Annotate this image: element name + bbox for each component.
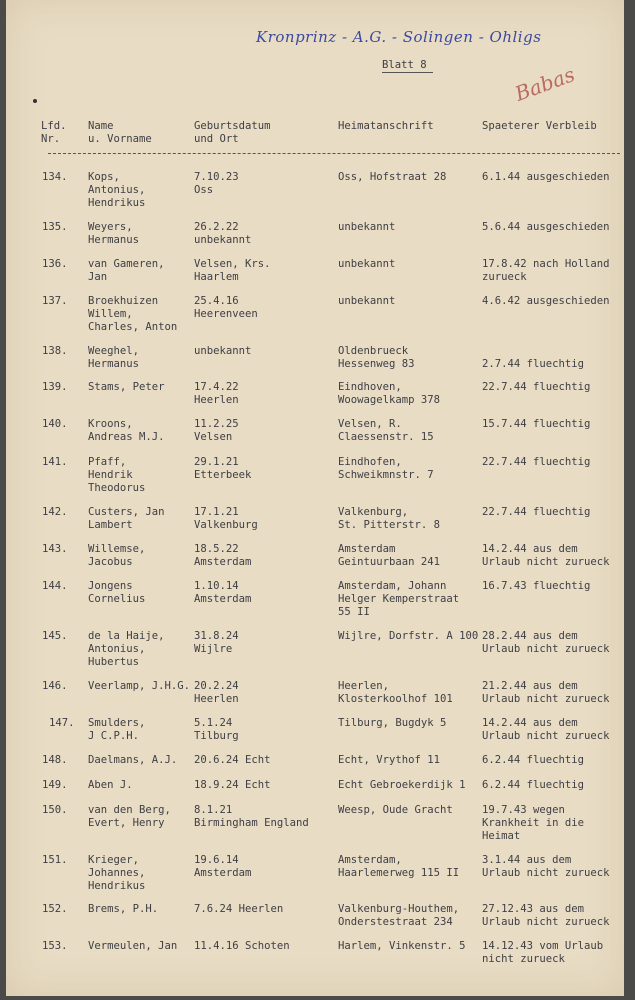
cell-birth: 18.5.22 Amsterdam <box>194 543 252 568</box>
cell-address: Wijlre, Dorfstr. A 100 <box>338 630 479 642</box>
cell-fate: 5.6.44 ausgeschieden <box>482 221 610 233</box>
cell-address: Valkenburg, St. Pitterstr. 8 <box>338 506 441 531</box>
cell-fate: 3.1.44 aus dem Urlaub nicht zurueck <box>482 854 610 879</box>
cell-fate: 14.2.44 aus dem Urlaub nicht zurueck <box>482 717 610 742</box>
cell-nr: 152. <box>42 903 68 915</box>
cell-address: Eindhofen, Schweikmnstr. 7 <box>338 456 434 481</box>
cell-address: Heerlen, Klosterkoolhof 101 <box>338 680 453 705</box>
pencil-note: Babas <box>511 62 578 106</box>
cell-name: Willemse, Jacobus <box>88 543 146 568</box>
cell-name: Veerlamp, J.H.G. <box>88 680 191 692</box>
cell-birth: 7.6.24 Heerlen <box>194 903 284 915</box>
cell-birth: 20.6.24 Echt <box>194 754 271 766</box>
cell-name: Krieger, Johannes, Hendrikus <box>88 854 146 892</box>
cell-address: unbekannt <box>338 221 396 233</box>
document-page <box>6 0 624 996</box>
cell-nr: 142. <box>42 506 68 518</box>
cell-address: Amsterdam, Johann Helger Kemperstraat 55 II <box>338 580 460 618</box>
cell-address: Velsen, R. Claessenstr. 15 <box>338 418 434 443</box>
cell-birth: 17.1.21 Valkenburg <box>194 506 258 531</box>
cell-address: unbekannt <box>338 258 396 270</box>
cell-fate: 16.7.43 fluechtig <box>482 580 591 592</box>
cell-nr: 137. <box>42 295 68 307</box>
cell-fate: 14.12.43 vom Urlaub nicht zurueck <box>482 940 604 965</box>
cell-address: Weesp, Oude Gracht <box>338 804 453 816</box>
cell-name: Daelmans, A.J. <box>88 754 178 766</box>
cell-birth: 31.8.24 Wijlre <box>194 630 239 655</box>
cell-birth: 29.1.21 Etterbeek <box>194 456 252 481</box>
cell-name: Brems, P.H. <box>88 903 159 915</box>
cell-nr: 148. <box>42 754 68 766</box>
cell-birth: 20.2.24 Heerlen <box>194 680 239 705</box>
cell-nr: 136. <box>42 258 68 270</box>
cell-name: Smulders, J C.P.H. <box>88 717 146 742</box>
cell-birth: 1.10.14 Amsterdam <box>194 580 252 605</box>
cell-name: Aben J. <box>88 779 133 791</box>
cell-fate: 19.7.43 wegen Krankheit in die Heimat <box>482 804 585 842</box>
cell-fate: 15.7.44 fluechtig <box>482 418 591 430</box>
cell-name: Kroons, Andreas M.J. <box>88 418 165 443</box>
cell-fate: 21.2.44 aus dem Urlaub nicht zurueck <box>482 680 610 705</box>
cell-birth: Velsen, Krs. Haarlem <box>194 258 271 283</box>
cell-birth: 5.1.24 Tilburg <box>194 717 239 742</box>
cell-name: Broekhuizen Willem, Charles, Anton <box>88 295 178 333</box>
cell-name: Pfaff, Hendrik Theodorus <box>88 456 146 494</box>
cell-name: van Gameren, Jan <box>88 258 165 283</box>
cell-address: Oss, Hofstraat 28 <box>338 171 447 183</box>
cell-fate: 28.2.44 aus dem Urlaub nicht zurueck <box>482 630 610 655</box>
cell-birth: 7.10.23 Oss <box>194 171 239 196</box>
cell-fate: 14.2.44 aus dem Urlaub nicht zurueck <box>482 543 610 568</box>
cell-nr: 146. <box>42 680 68 692</box>
cell-nr: 153. <box>42 940 68 952</box>
cell-fate: 6.2.44 fluechtig <box>482 779 585 791</box>
cell-fate: 6.2.44 fluechtig <box>482 754 585 766</box>
cell-address: Eindhoven, Woowagelkamp 378 <box>338 381 441 406</box>
cell-fate: 6.1.44 ausgeschieden <box>482 171 610 183</box>
cell-address: Amsterdam, Haarlemerweg 115 II <box>338 854 460 879</box>
cell-address: Echt, Vrythof 11 <box>338 754 441 766</box>
cell-address: Amsterdam Geintuurbaan 241 <box>338 543 441 568</box>
cell-fate: 22.7.44 fluechtig <box>482 381 591 393</box>
cell-birth: 26.2.22 unbekannt <box>194 221 252 246</box>
col-header-name: Name u. Vorname <box>88 120 152 145</box>
header-rule <box>48 153 620 154</box>
col-header-nr: Lfd. Nr. <box>41 120 67 145</box>
cell-address: Tilburg, Bugdyk 5 <box>338 717 447 729</box>
col-header-birth: Geburtsdatum und Ort <box>194 120 271 145</box>
cell-nr: 135. <box>42 221 68 233</box>
cell-nr: 143. <box>42 543 68 555</box>
sheet-number: Blatt 8 <box>382 59 427 71</box>
cell-nr: 151. <box>42 854 68 866</box>
cell-address: Harlem, Vinkenstr. 5 <box>338 940 466 952</box>
cell-birth: 18.9.24 Echt <box>194 779 271 791</box>
cell-name: de la Haije, Antonius, Hubertus <box>88 630 165 668</box>
cell-name: van den Berg, Evert, Henry <box>88 804 171 829</box>
cell-birth: 11.4.16 Schoten <box>194 940 290 952</box>
cell-name: Jongens Cornelius <box>88 580 146 605</box>
cell-fate: 22.7.44 fluechtig <box>482 456 591 468</box>
cell-nr: 141. <box>42 456 68 468</box>
cell-fate: 4.6.42 ausgeschieden <box>482 295 610 307</box>
cell-fate: 27.12.43 aus dem Urlaub nicht zurueck <box>482 903 610 928</box>
col-header-fate: Spaeterer Verbleib <box>482 120 597 132</box>
cell-birth: 17.4.22 Heerlen <box>194 381 239 406</box>
cell-nr: 145. <box>42 630 68 642</box>
cell-fate: 22.7.44 fluechtig <box>482 506 591 518</box>
cell-fate: 2.7.44 fluechtig <box>482 358 585 370</box>
cell-nr: 150. <box>42 804 68 816</box>
cell-nr: 144. <box>42 580 68 592</box>
handwritten-header: Kronprinz - A.G. - Solingen - Ohligs <box>256 28 542 46</box>
cell-fate: 17.8.42 nach Holland zurueck <box>482 258 610 283</box>
cell-name: Kops, Antonius, Hendrikus <box>88 171 146 209</box>
cell-name: Weeghel, Hermanus <box>88 345 140 370</box>
cell-address: Echt Gebroekerdijk 1 <box>338 779 466 791</box>
cell-birth: 25.4.16 Heerenveen <box>194 295 258 320</box>
cell-name: Stams, Peter <box>88 381 165 393</box>
cell-name: Vermeulen, Jan <box>88 940 178 952</box>
cell-name: Weyers, Hermanus <box>88 221 140 246</box>
punch-dot <box>33 99 37 103</box>
col-header-address: Heimatanschrift <box>338 120 434 132</box>
cell-birth: 11.2.25 Velsen <box>194 418 239 443</box>
cell-address: unbekannt <box>338 295 396 307</box>
cell-address: Valkenburg-Houthem, Onderstestraat 234 <box>338 903 460 928</box>
cell-nr: 139. <box>42 381 68 393</box>
cell-nr: 134. <box>42 171 68 183</box>
cell-birth: unbekannt <box>194 345 252 357</box>
cell-address: Oldenbrueck Hessenweg 83 <box>338 345 415 370</box>
cell-nr: 149. <box>42 779 68 791</box>
cell-nr: 138. <box>42 345 68 357</box>
cell-birth: 8.1.21 Birmingham England <box>194 804 309 829</box>
cell-name: Custers, Jan Lambert <box>88 506 165 531</box>
cell-nr: 140. <box>42 418 68 430</box>
cell-birth: 19.6.14 Amsterdam <box>194 854 252 879</box>
cell-nr: 147. <box>49 717 75 729</box>
